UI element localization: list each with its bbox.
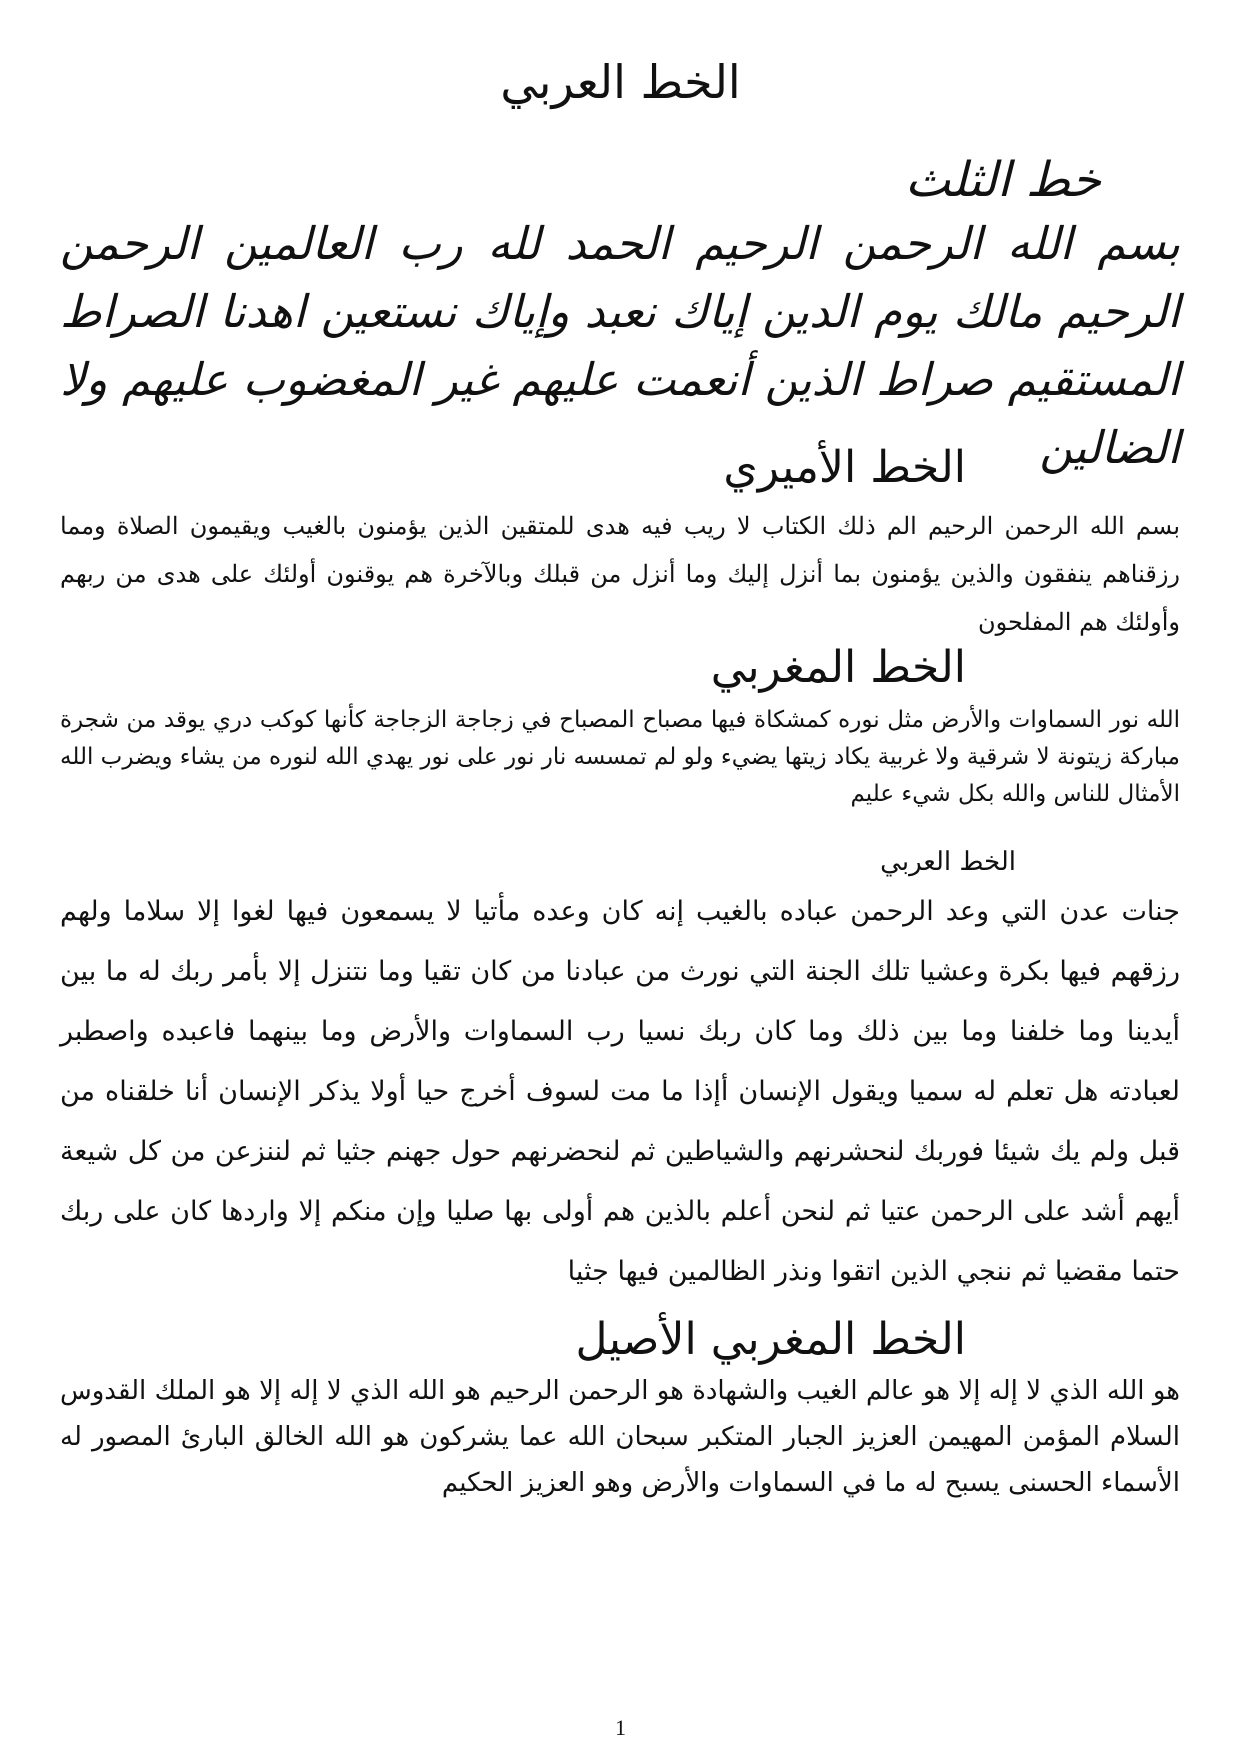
paragraph-maghribi: الله نور السماوات والأرض مثل نوره كمشكاة فيها مصباح المصباح في زجاجة الزجاجة كأنها كوكب دري يوقد من شجرة مباركة زيتونة لا شرقية ولا غربية يكاد زيتها يضيء ولو لم تمسسه نار نور على نور يهدي الله لنوره من يشاء ويضرب الله الأمثال للناس والله بكل شيء عليم [60, 707, 1180, 807]
paragraph-amiri: بسم الله الرحمن الرحيم الم ذلك الكتاب لا ريب فيه هدى للمتقين الذين يؤمنون بالغيب ويقيمون الصلاة ومما رزقناهم ينفقون والذين يؤمنون بما أنزل إليك وما أنزل من قبلك وبالآخرة هم يوقنون أولئك على هدى من ربهم وأولئك هم المفلحون [60, 512, 1180, 636]
paragraph-maghribi-asil: هو الله الذي لا إله إلا هو عالم الغيب والشهادة هو الرحمن الرحيم هو الله الذي لا إله إلا هو الملك القدوس السلام المؤمن المهيمن العزيز الجبار المتكبر سبحان الله عما يشركون هو الله الخالق البارئ المصور له الأسماء الحسنى يسبح له ما في السماوات والأرض وهو العزيز الحكيم [60, 1376, 1180, 1498]
section-heading-thuluth: خط الثلث [905, 152, 1101, 208]
paragraph-thuluth: بسم الله الرحمن الرحيم الحمد لله رب العالمين الرحمن الرحيم مالك يوم الدين إياك نعبد وإياك نستعين اهدنا الصراط المستقيم صراط الذين أنعمت عليهم غير المغضوب عليهم ولا الضالين [60, 217, 1180, 474]
paragraph-arabic: جنات عدن التي وعد الرحمن عباده بالغيب إنه كان وعده مأتيا لا يسمعون فيها لغوا إلا سلاما ولهم رزقهم فيها بكرة وعشيا تلك الجنة التي نورث من عبادنا من كان تقيا وما نتنزل إلا بأمر ربك له ما بين أيدينا وما خلفنا وما بين ذلك وما كان ربك نسيا رب السماوات والأرض وما بينهما فاعبده واصطبر لعبادته هل تعلم له سميا ويقول الإنسان أإذا ما مت لسوف أخرج حيا أولا يذكر الإنسان أنا خلقناه من قبل ولم يك شيئا فوربك لنحشرنهم والشياطين ثم لنحضرنهم حول جهنم جثيا ثم لننزعن من كل شيعة أيهم أشد على الرحمن عتيا ثم لنحن أعلم بالذين هم أولى بها صليا وإن منكم إلا واردها كان على ربك حتما مقضيا ثم ننجي الذين اتقوا ونذر الظالمين فيها جثيا [60, 896, 1181, 1287]
section-heading-arabic: الخط العربي [880, 847, 1016, 877]
document-title: الخط العربي [500, 55, 741, 109]
section-text-arabic [60, 882, 1180, 1302]
section-heading-amiri: الخط الأميري [723, 442, 966, 493]
section-text-maghribi [60, 702, 1180, 813]
section-heading-maghribi-asil: الخط المغربي الأصيل [575, 1314, 966, 1365]
section-text-maghribi-asil [60, 1368, 1180, 1506]
section-text-thuluth [60, 210, 1180, 482]
page-number: 1 [615, 1715, 626, 1740]
section-heading-maghribi: الخط المغربي [710, 642, 966, 693]
section-text-amiri [60, 502, 1180, 646]
